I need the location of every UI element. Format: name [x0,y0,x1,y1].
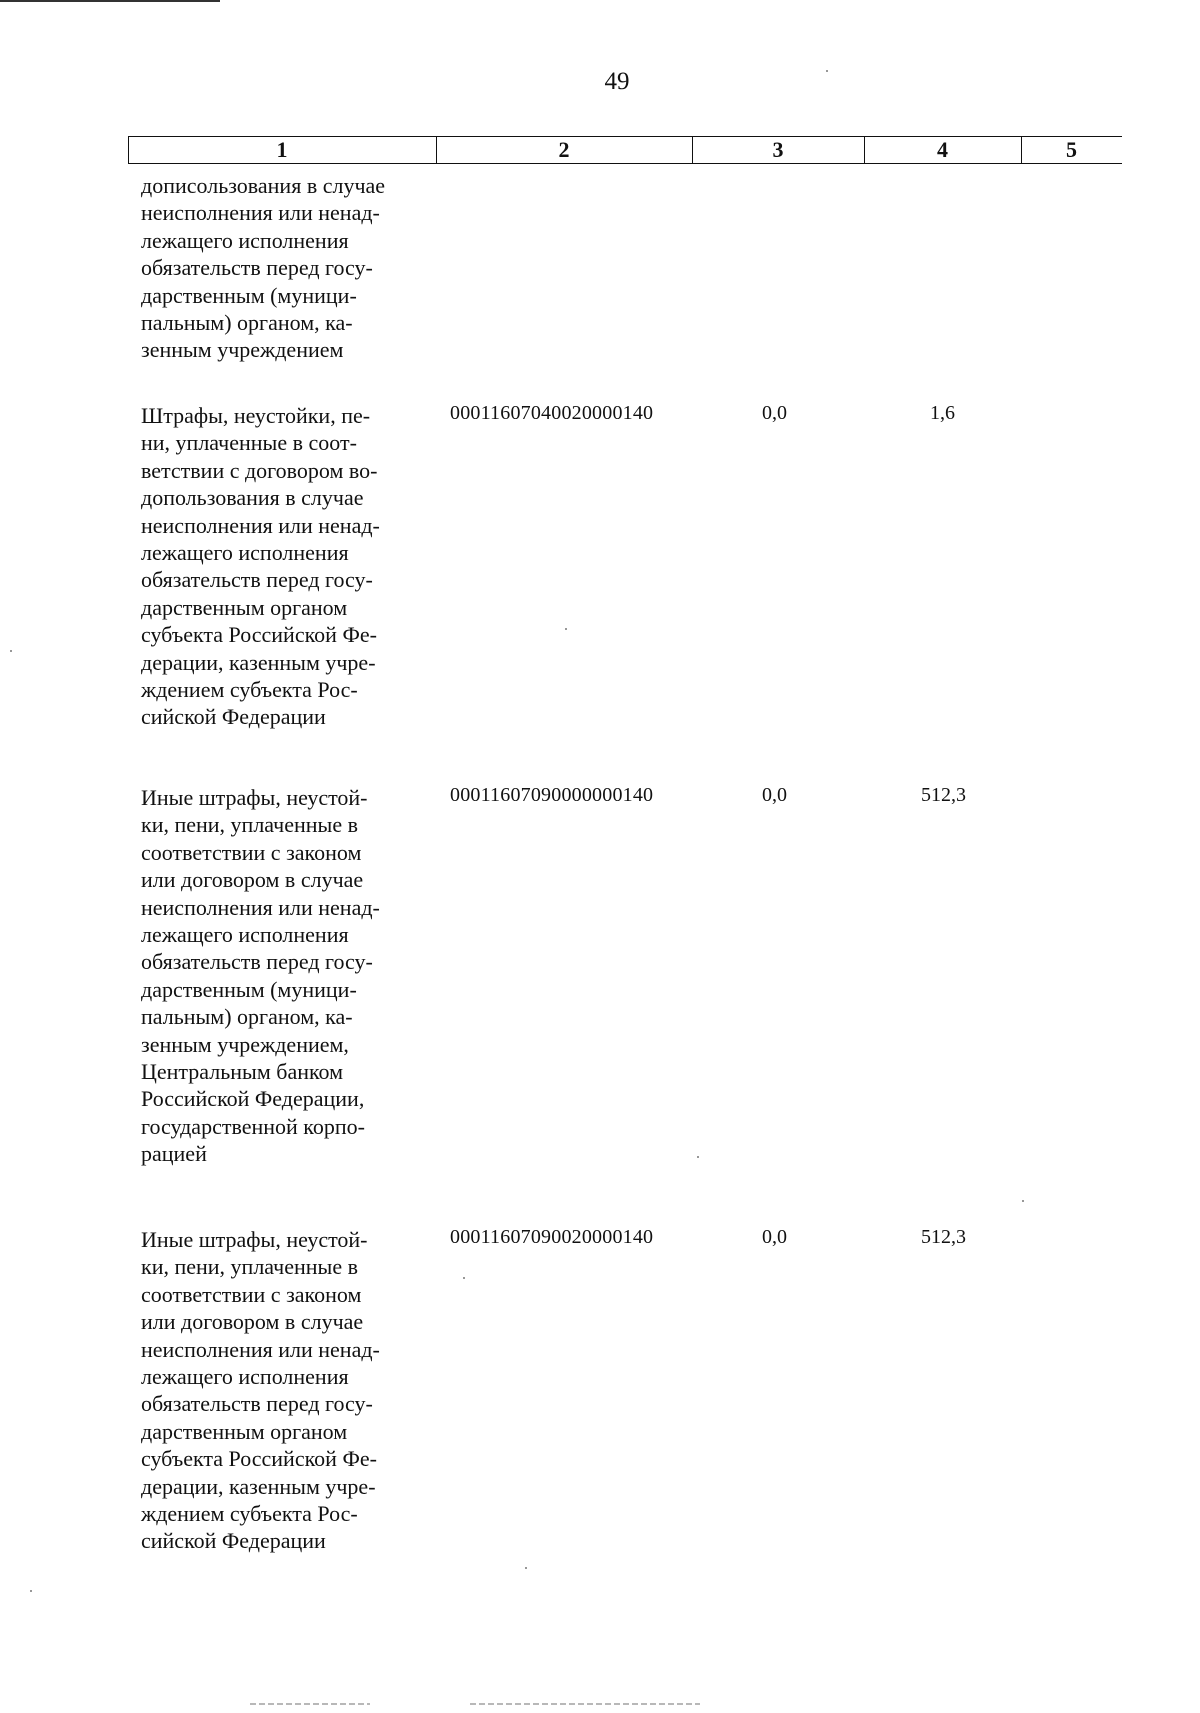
page-number: 49 [604,68,630,95]
table-header-bottom-border [128,163,1122,164]
row-description: Штрафы, неустойки, пе- ни, уплаченные в соот- ветствии с договором во- допользования в случае неисполнения или ненад- лежащего исполнения обязательств перед госу- дарственным органом субъекта Российской Фе- дерации, казенным учре- ждением субъекта Рос- сийской Федерации [141,403,380,730]
row-code: 00011607090000000140 [450,784,654,806]
scan-bottom-noise [470,1703,700,1705]
table-header-col-3: 3 [772,137,784,162]
row-col4-value: 512,3 [921,784,966,806]
row-col3-value: 0,0 [762,784,787,806]
scan-speck [463,1277,465,1279]
table-header-col-1: 1 [276,137,288,162]
row-col3-value: 0,0 [762,1226,787,1248]
scan-speck [1022,1200,1024,1202]
table-header-col-2: 2 [558,137,570,162]
scan-speck [525,1567,527,1569]
scan-speck [10,650,12,652]
table-header-col-5: 5 [1066,137,1077,162]
row-description: Иные штрафы, неустой- ки, пени, уплаченные в соответствии с законом или договором в случае неисполнения или ненад- лежащего исполнения обязательств перед госу- дарственным органом субъекта Российской Фе- дерации, казенным учре- ждением субъекта Рос- сийской Федерации [141,1227,380,1554]
scan-edge-mark [0,0,220,2]
continued-row-description: дописользования в случае неисполнения или ненад- лежащего исполнения обязательств перед госу- дарственным (муници- пальным) органом, ка- зенным учреждением [141,173,386,363]
row-description: Иные штрафы, неустой- ки, пени, уплаченные в соответствии с законом или договором в случае неисполнения или ненад- лежащего исполнения обязательств перед госу- дарственным (муници- пальным) органом, ка- зенным учреждением, Центральным банком Российской Федерации, государственной корпо- рацией [141,785,380,1167]
scan-speck [697,1156,699,1158]
row-code: 00011607090020000140 [450,1226,654,1248]
table-header-col-4: 4 [937,137,948,162]
scan-speck [826,70,828,72]
scan-speck [30,1590,32,1592]
scan-bottom-noise [250,1703,370,1705]
row-code: 00011607040020000140 [450,402,654,424]
row-col4-value: 1,6 [930,402,955,424]
scan-speck [565,628,567,630]
row-col3-value: 0,0 [762,402,787,424]
row-col4-value: 512,3 [921,1226,966,1248]
